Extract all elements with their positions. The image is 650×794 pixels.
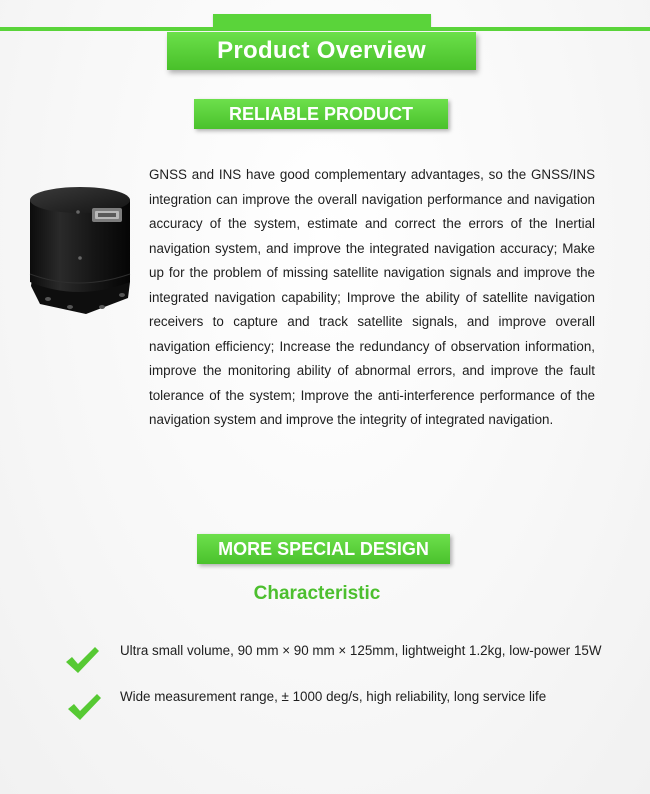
feature-item: Ultra small volume, 90 mm × 90 mm × 125mm, lightweight 1.2kg, low-power 15W <box>120 643 602 658</box>
checkmark-icon <box>64 645 100 675</box>
reliable-product-banner: RELIABLE PRODUCT <box>194 99 448 129</box>
characteristic-heading: Characteristic <box>253 583 381 604</box>
reliable-product-description: GNSS and INS have good complementary advantages, so the GNSS/INS integration can improve the overall navigation performance and navigation accuracy of the system, estimate and correct the errors of the Inertial navigation system, and improve the integrated navigation accuracy; Make up for the problem of missing satellite navigation signals and improve the integrated navigation capability; Improve the ability of satellite navigation receivers to capture and track satellite signals, and improve overall navigation efficiency; Increase the redundancy of observation information, improve the monitoring ability of abnormal errors, and improve the fault tolerance of the system; Improve the anti-interference performance of the navigation system and improve the integrity of integrated navigation. <box>149 167 595 427</box>
header-tab-decoration <box>213 14 431 28</box>
product-image <box>28 186 132 318</box>
special-design-banner: MORE SPECIAL DESIGN <box>197 534 450 564</box>
checkmark-icon <box>66 692 102 722</box>
feature-item: Wide measurement range, ± 1000 deg/s, high reliability, long service life <box>120 689 547 704</box>
page-title: Product Overview <box>167 32 476 70</box>
header-rule <box>0 27 650 31</box>
